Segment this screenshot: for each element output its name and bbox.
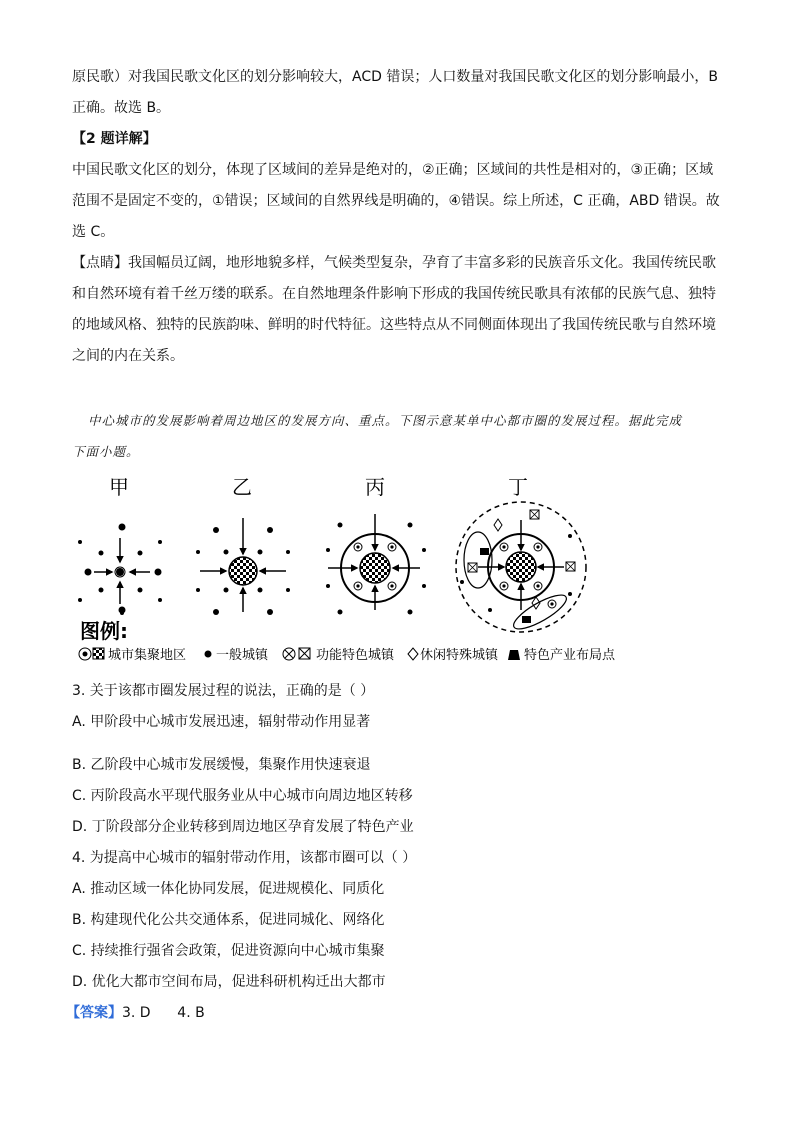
stage-label-ding: 丁 xyxy=(508,475,528,499)
stage-ding-diagram xyxy=(456,502,586,635)
legend-city-cluster xyxy=(79,647,186,663)
question-option: B. 乙阶段中心城市发展缓慢，集聚作用快速衰退 xyxy=(72,757,371,773)
legend-industry-point xyxy=(508,647,616,663)
tip-line: 的地域风格、独特的民族韵味、鲜明的时代特征。这些特点从不同侧面体现出了我国传统民歌与自然环境 xyxy=(72,317,716,333)
question-option: D. 丁阶段部分企业转移到周边地区孕育发展了特色产业 xyxy=(72,819,414,835)
stage-yi-diagram xyxy=(196,518,290,615)
tip-line: 和自然环境有着千丝万缕的联系。在自然地理条件影响下形成的我国传统民歌具有浓郁的民族气息、独特 xyxy=(72,286,716,302)
tip-line: 之间的内在关系。 xyxy=(72,348,184,364)
section-heading: 【2 题详解】 xyxy=(72,131,157,147)
explanation-line: 正确。故选 B。 xyxy=(72,100,171,116)
question-option: A. 甲阶段中心城市发展迅速，辐射带动作用显著 xyxy=(72,714,371,730)
question-intro: 下面小题。 xyxy=(72,444,140,459)
legend-function-town xyxy=(283,647,395,663)
question-intro: 中心城市的发展影响着周边地区的发展方向、重点。下图示意某单中心都市圈的发展过程。据此完成 xyxy=(88,413,683,428)
legend-label-function-town: 功能特色城镇 xyxy=(316,648,395,663)
question-option: D. 优化大都市空间布局，促进科研机构迁出大都市 xyxy=(72,974,386,990)
stage-label-bing: 丙 xyxy=(365,475,385,499)
legend-leisure-town xyxy=(408,647,499,663)
explanation-line: 范围不是固定不变的，①错误；区域间的自然界线是明确的，④错误。综上所述，C 正确，ABD 错误。故 xyxy=(72,193,720,209)
stage-jia-diagram xyxy=(78,524,162,616)
tip-line: 【点睛】我国幅员辽阔，地形地貌多样，气候类型复杂，孕育了丰富多彩的民族音乐文化。我国传统民歌 xyxy=(72,255,716,271)
legend-label-city-cluster: 城市集聚地区 xyxy=(108,648,187,663)
question-stem: 4. 为提高中心城市的辐射带动作用，该都市圈可以（ ） xyxy=(72,850,417,866)
explanation-line: 中国民歌文化区的划分，体现了区域间的差异是绝对的，②正确；区域间的共性是相对的，③正确；区域 xyxy=(72,162,714,178)
answer-text: 3. D 4. B xyxy=(122,1005,205,1021)
legend-label-industry-point: 特色产业布局点 xyxy=(524,648,616,663)
stage-label-jia: 甲 xyxy=(109,475,129,499)
explanation-line: 原民歌）对我国民歌文化区的划分影响较大，ACD 错误；人口数量对我国民歌文化区的划分影响最小，B xyxy=(72,69,718,85)
legend-label-leisure-town: 休闲特殊城镇 xyxy=(420,648,499,663)
legend-general-town xyxy=(205,647,270,663)
answer-line xyxy=(66,1003,205,1023)
answer-label: 【答案】 xyxy=(66,1005,122,1021)
legend-title: 图例: xyxy=(80,619,128,643)
question-option: C. 丙阶段高水平现代服务业从中心城市向周边地区转移 xyxy=(72,788,413,804)
explanation-line: 选 C。 xyxy=(72,224,115,240)
stage-label-yi: 乙 xyxy=(232,475,252,499)
legend-label-general-town: 一般城镇 xyxy=(216,648,269,663)
stage-bing-diagram xyxy=(326,514,426,615)
question-option: B. 构建现代化公共交通体系，促进同城化、网络化 xyxy=(72,912,385,928)
question-option: C. 持续推行强省会政策，促进资源向中心城市集聚 xyxy=(72,943,385,959)
question-option: A. 推动区域一体化协同发展，促进规模化、同质化 xyxy=(72,881,385,897)
question-stem: 3. 关于该都市圈发展过程的说法，正确的是（ ） xyxy=(72,683,375,699)
urban-development-figure xyxy=(0,470,794,670)
